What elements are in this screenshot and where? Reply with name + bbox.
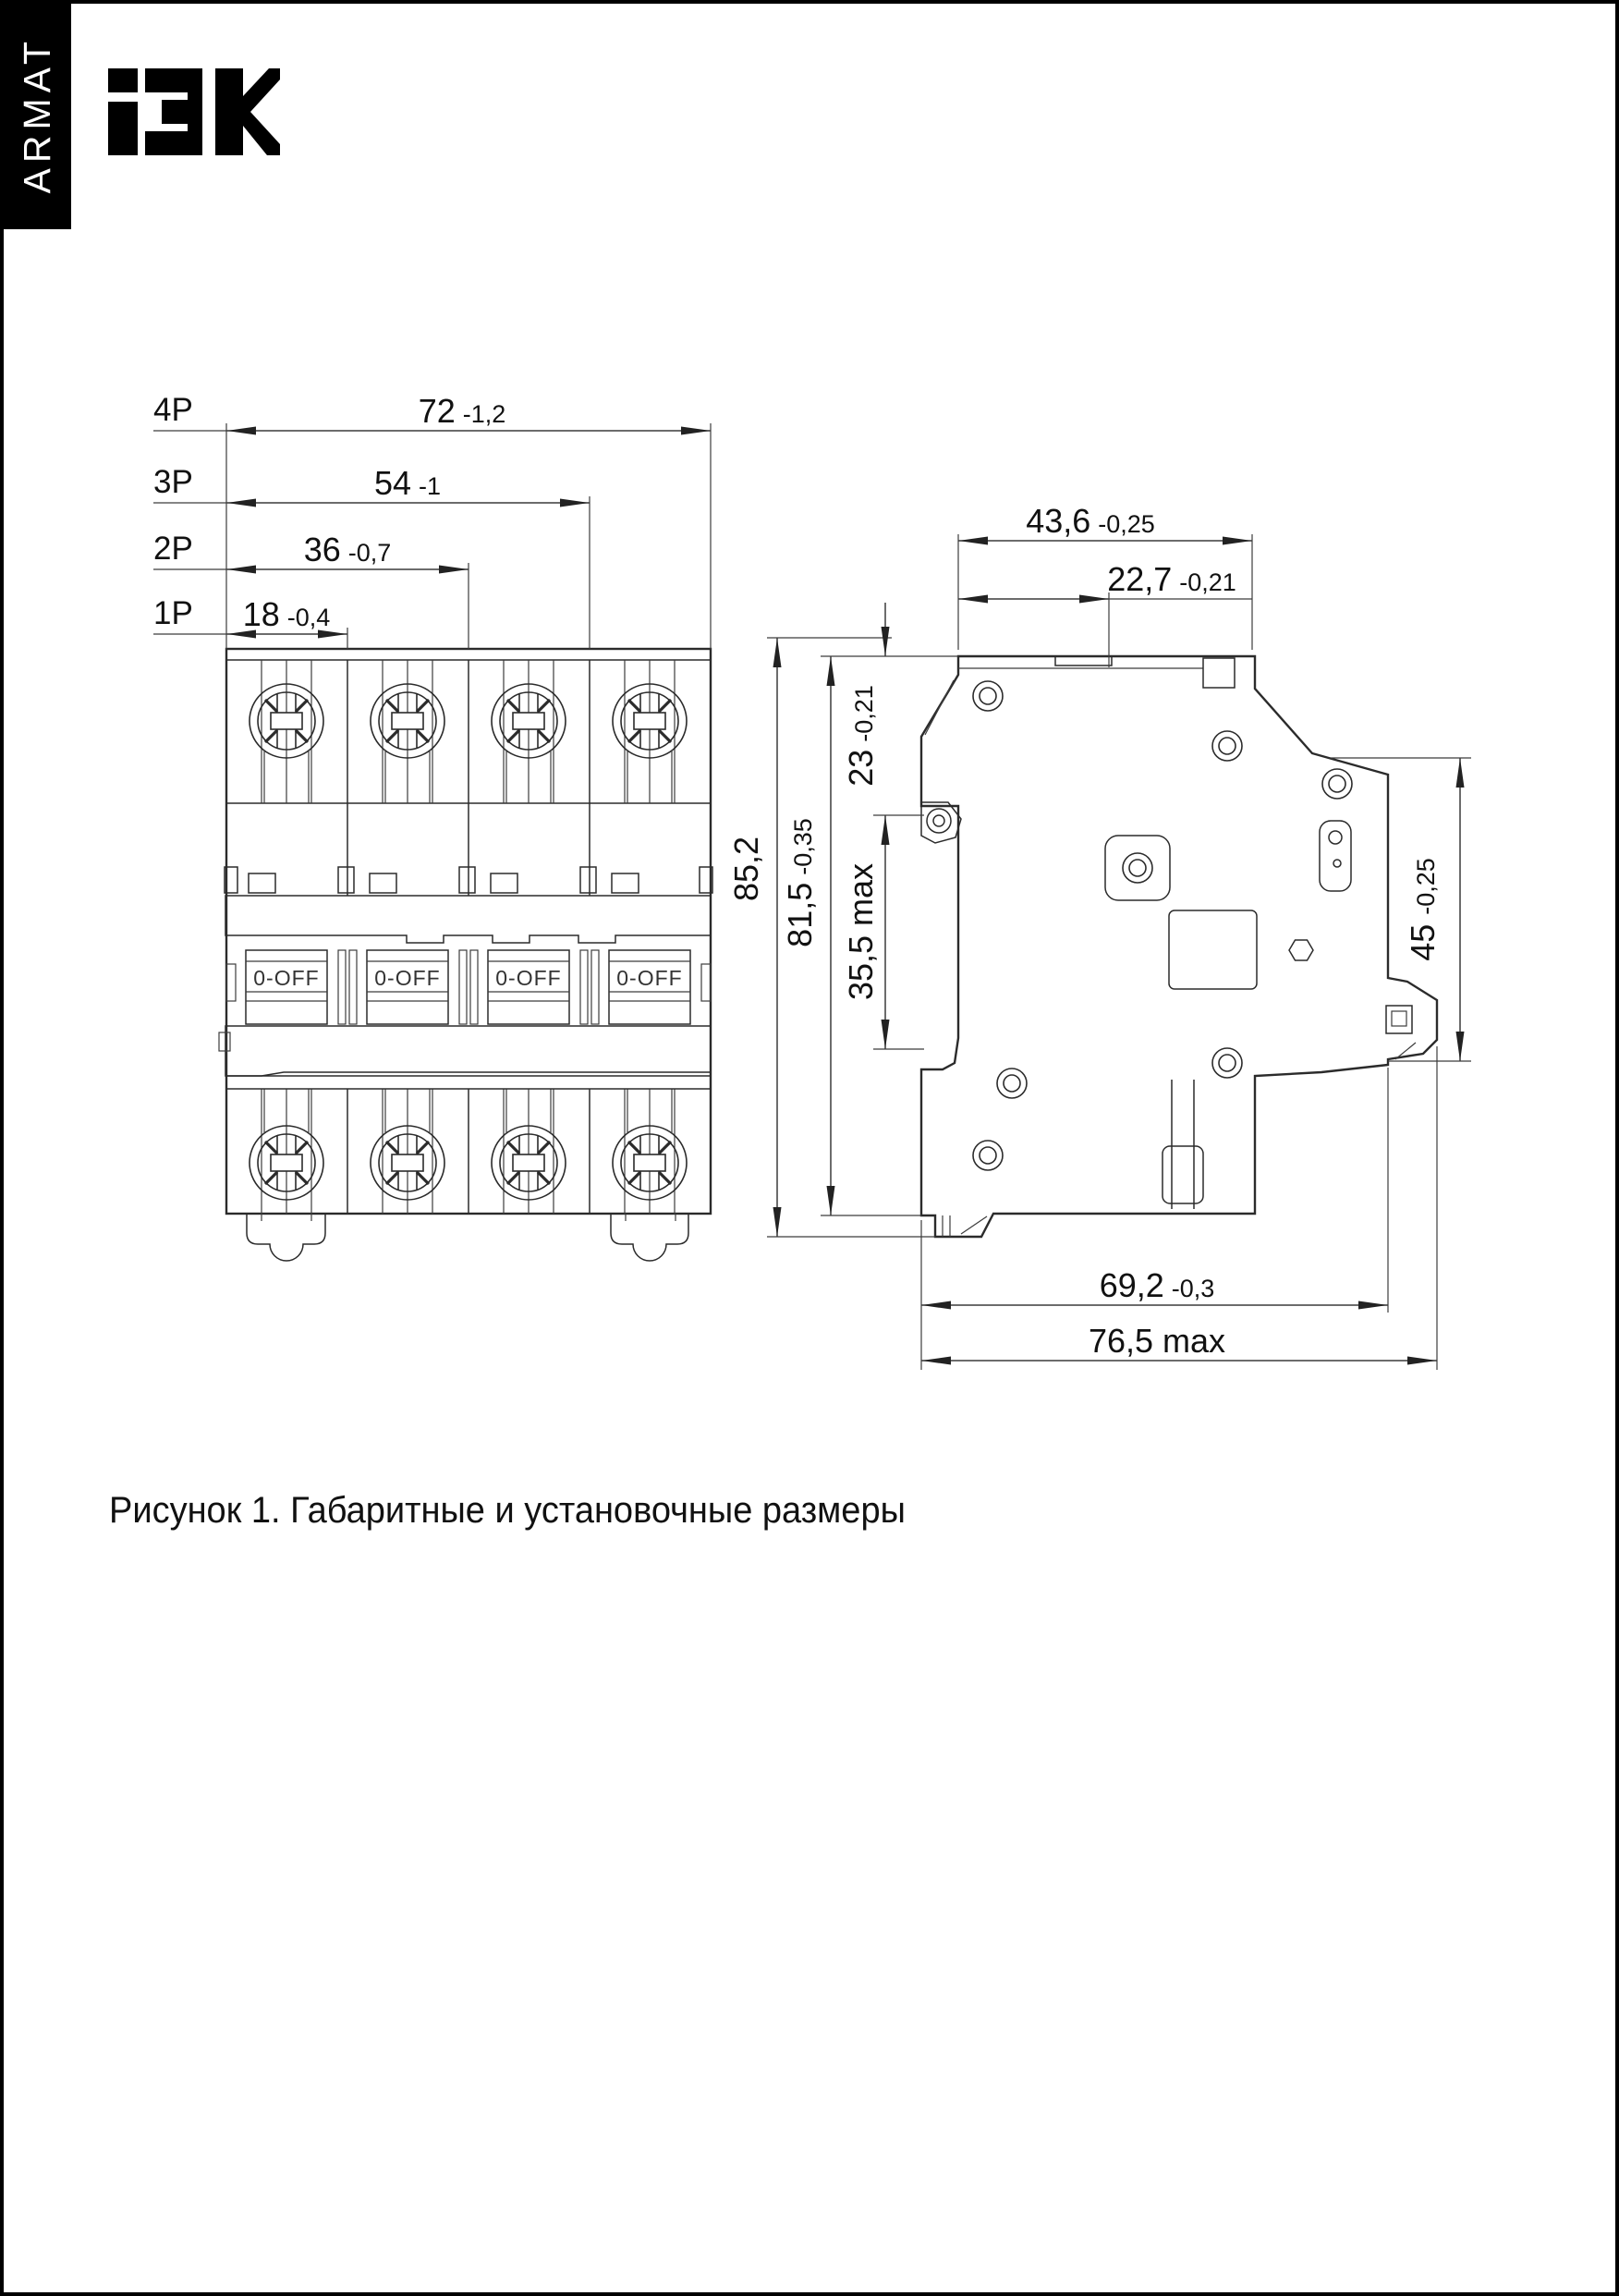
bus-band: [225, 896, 711, 943]
nameplate-window: [1169, 910, 1257, 989]
handle-label-2: 0-OFF: [374, 966, 441, 990]
front-view-dimensions: [153, 392, 711, 649]
dim-width-4p: 72 -1,2: [418, 392, 506, 430]
dim-height-body: 81,5-0,35: [781, 818, 819, 947]
dim-depth-mount: 69,2 -0,3: [1099, 1266, 1215, 1304]
dim-depth-max: 76,5 max: [1088, 1322, 1226, 1360]
brand-tab-label: ARMAT: [15, 35, 58, 194]
hex-hole: [1289, 940, 1313, 960]
side-view-dimensions: [727, 502, 1471, 1370]
dim-top-to-rail: 23-0,21: [842, 685, 880, 787]
side-view: [921, 656, 1437, 1237]
lower-band: [225, 1026, 711, 1076]
figure-caption: Рисунок 1. Габаритные и установочные размеры: [109, 1490, 906, 1531]
dim-rail-zone: 35,5max: [842, 862, 880, 1001]
dim-front-height: 45-0,25: [1404, 858, 1442, 961]
dim-width-2p: 36 -0,7: [303, 531, 392, 568]
dim-width-1p: 18 -0,4: [242, 595, 331, 633]
mounting-feet: [247, 1214, 688, 1261]
handle-label-3: 0-OFF: [495, 966, 562, 990]
dim-height-overall: 85,2: [727, 836, 765, 902]
dim-width-3p: 54 -1: [373, 464, 442, 502]
dim-depth-top: 43,6 -0,25: [1026, 502, 1155, 540]
pole-label-2p: 2P: [153, 531, 193, 567]
pole-label-1p: 1P: [153, 595, 193, 631]
handle-row: [226, 950, 711, 1024]
dim-depth-upper: 22,7 -0,21: [1107, 560, 1236, 598]
front-view: [219, 649, 712, 1261]
handle-label-1: 0-OFF: [253, 966, 320, 990]
handle-label-4: 0-OFF: [616, 966, 683, 990]
pole-label-4p: 4P: [153, 392, 193, 428]
pole-label-3p: 3P: [153, 464, 193, 500]
